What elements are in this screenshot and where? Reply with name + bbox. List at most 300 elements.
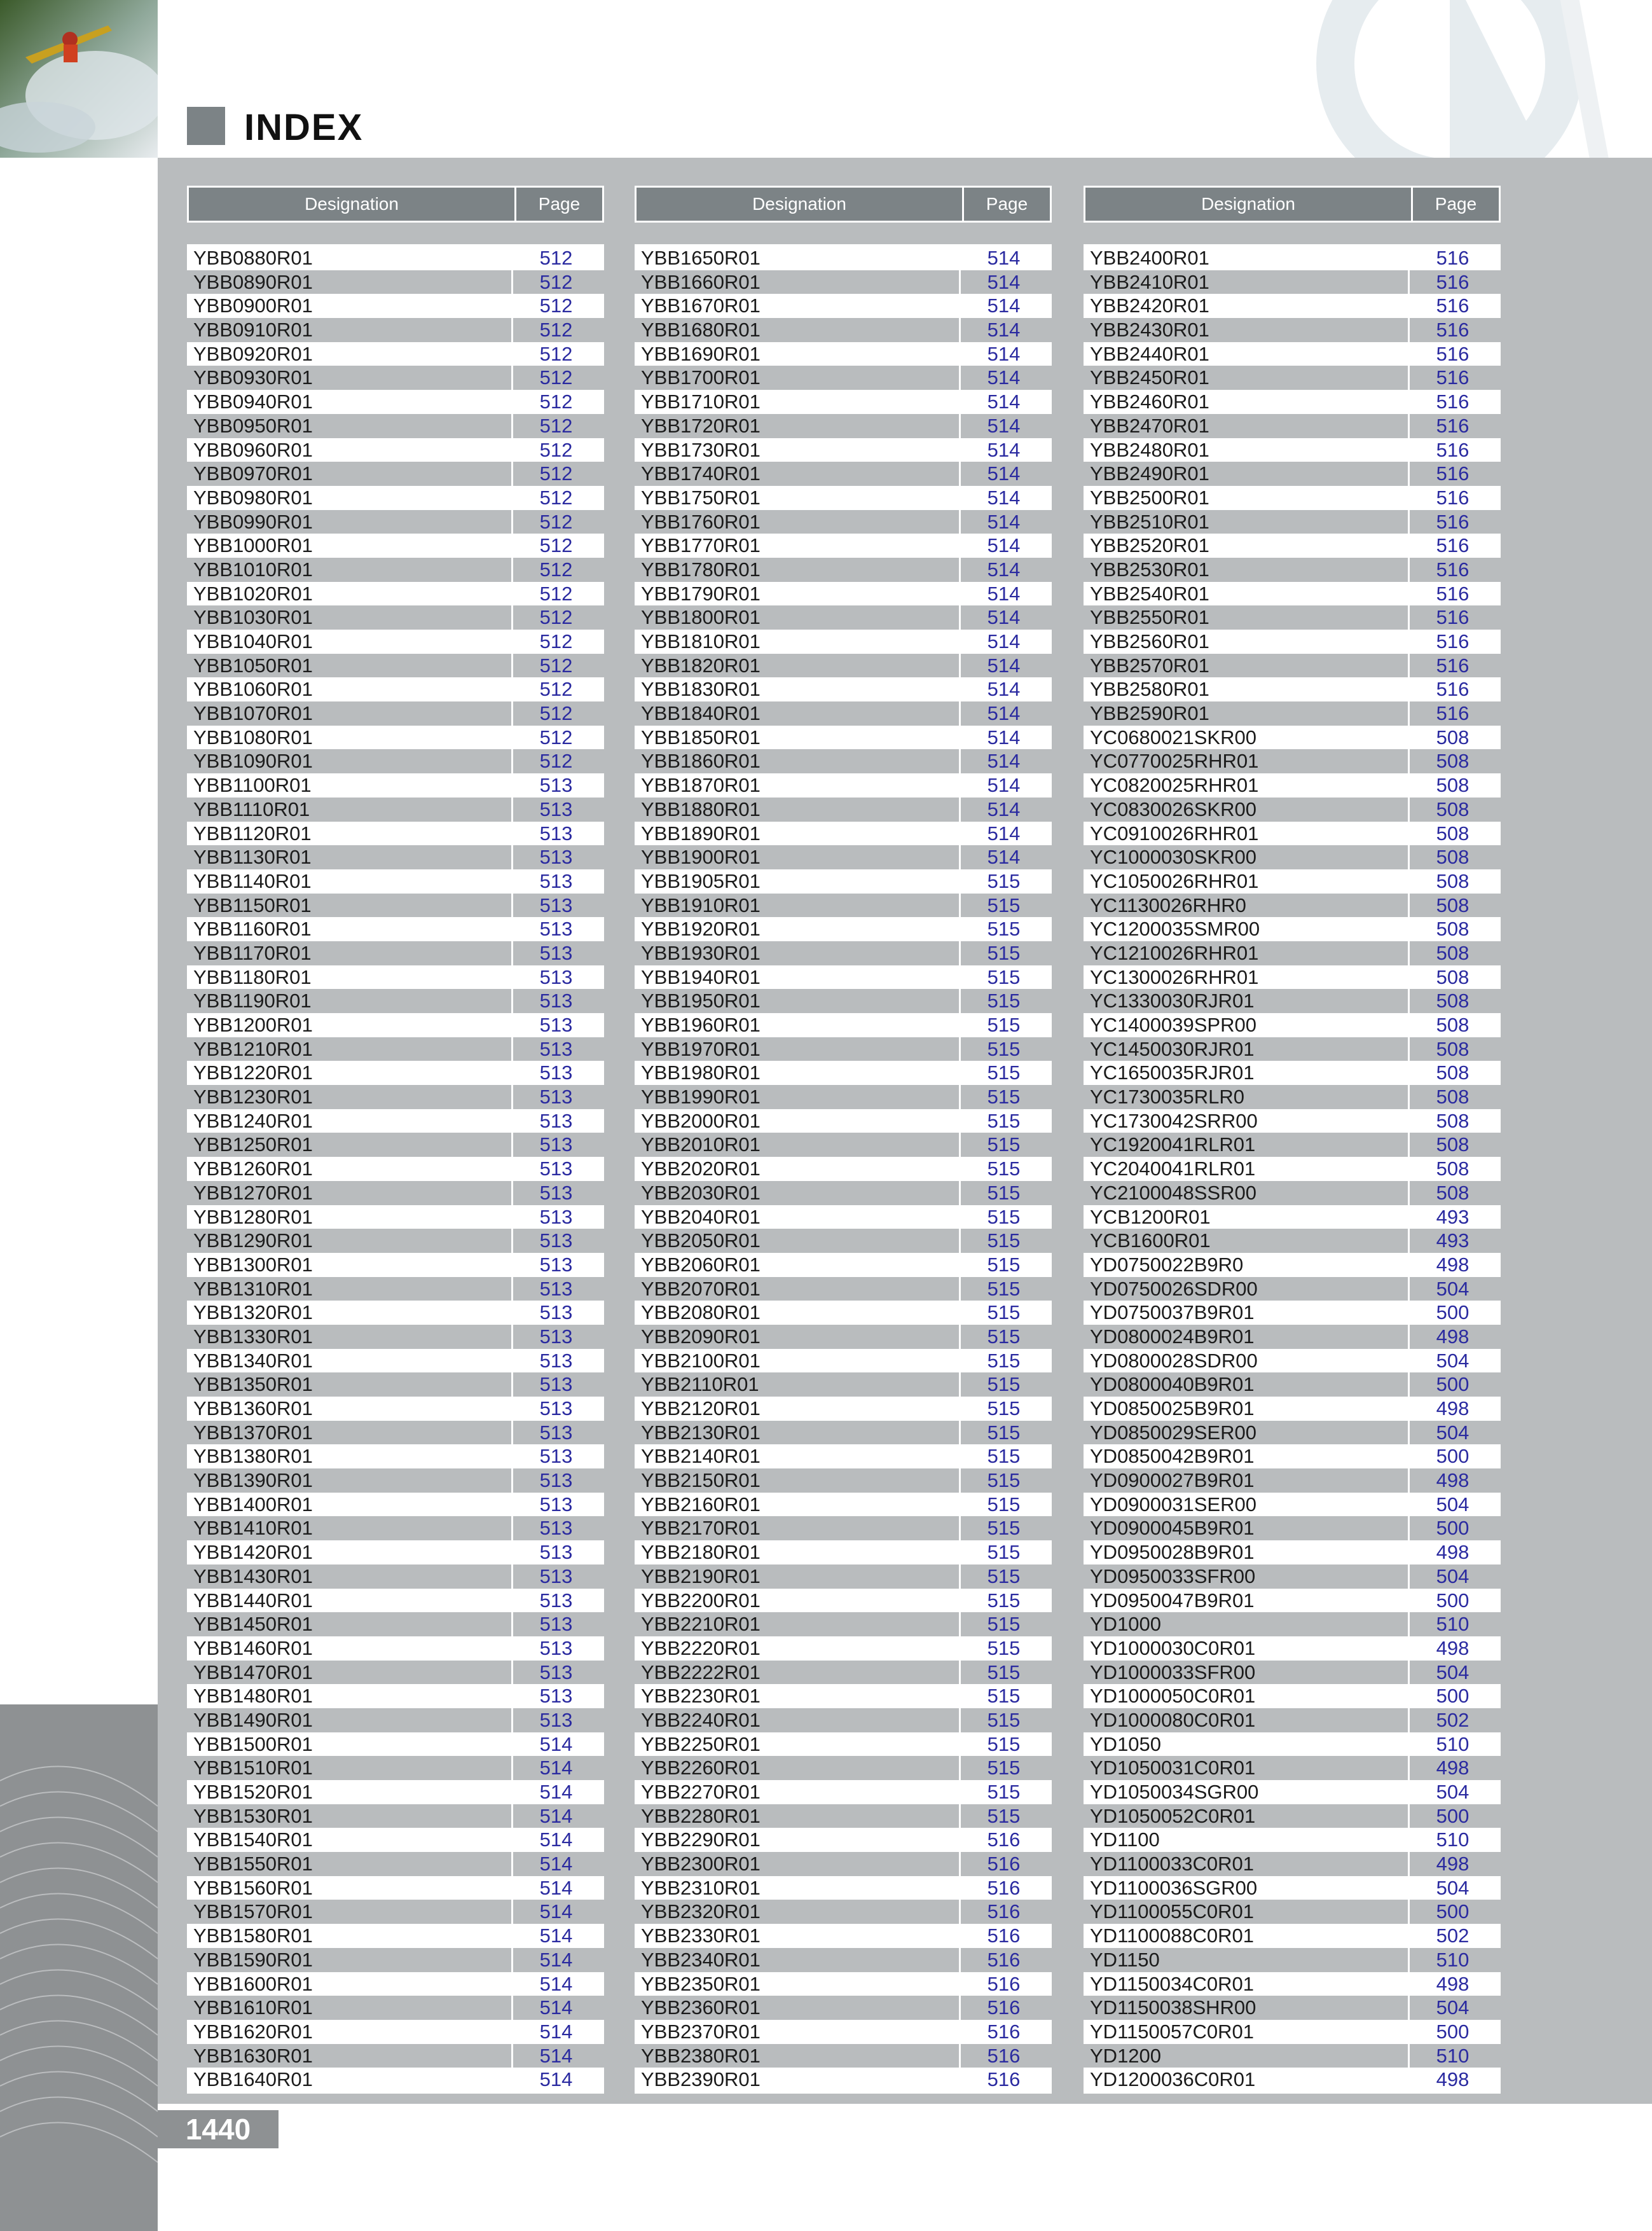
table-row	[187, 2068, 604, 2092]
designation-cell: YBB1240R01	[193, 1109, 313, 1132]
table-row	[1084, 1109, 1501, 1133]
table-row	[187, 2044, 604, 2068]
page-title: INDEX	[244, 107, 364, 148]
table-row	[187, 941, 604, 965]
designation-cell: YBB1150R01	[187, 894, 513, 918]
page-cell: 515	[987, 1421, 1021, 1444]
designation-cell: YBB1940R01	[641, 965, 761, 988]
page-cell: 512	[539, 462, 573, 485]
designation-cell: YBB0880R01	[193, 247, 313, 269]
designation-header: Designation	[637, 188, 964, 221]
designation-cell: YBB1670R01	[641, 294, 761, 317]
table-row	[187, 582, 604, 606]
page-cell: 513	[539, 1086, 573, 1109]
page-cell: 516	[1436, 534, 1470, 557]
designation-header: Designation	[189, 188, 516, 221]
page-cell: 514	[987, 726, 1021, 749]
table-row	[635, 654, 1052, 678]
table-row	[1084, 270, 1501, 294]
page-cell: 512	[539, 750, 573, 773]
page-cell: 515	[987, 1804, 1021, 1827]
designation-cell: YBB2160R01	[641, 1493, 761, 1516]
table-row	[1084, 822, 1501, 846]
table-row	[635, 1277, 1052, 1301]
table-row	[1084, 1732, 1501, 1757]
table-row	[1084, 1372, 1501, 1397]
table-row	[187, 1732, 604, 1757]
page-cell: 515	[987, 1541, 1021, 1564]
designation-cell: YBB2560R01	[1090, 630, 1209, 653]
page-cell: 513	[539, 1421, 573, 1444]
table-row	[187, 510, 604, 534]
table-row	[635, 318, 1052, 342]
page-cell: 510	[1436, 2044, 1470, 2067]
table-row	[1084, 1540, 1501, 1564]
designation-cell: YC2040041RLR01	[1090, 1157, 1256, 1180]
page-cell: 515	[987, 1564, 1021, 1587]
page-cell: 514	[539, 2020, 573, 2043]
page-cell: 516	[1436, 366, 1470, 389]
designation-cell: YD0950033SFR00	[1084, 1564, 1410, 1589]
page-header: Page	[986, 194, 1028, 214]
page-cell: 516	[987, 2020, 1021, 2043]
designation-cell: YBB1250R01	[187, 1133, 513, 1157]
table-row	[1084, 1564, 1501, 1589]
page-cell: 513	[539, 1325, 573, 1348]
table-row	[635, 486, 1052, 510]
designation-cell: YD1000080C0R01	[1084, 1708, 1410, 1732]
designation-cell: YBB1800R01	[635, 605, 961, 630]
designation-cell: YBB1210R01	[187, 1037, 513, 1061]
designation-cell: YD1150	[1084, 1948, 1410, 1972]
page-cell: 512	[539, 678, 573, 701]
page-cell: 508	[1436, 1109, 1470, 1132]
table-row	[1084, 1852, 1501, 1876]
designation-cell: YBB1050R01	[187, 654, 513, 678]
designation-cell: YBB1980R01	[641, 1061, 761, 1084]
designation-cell: YBB1310R01	[187, 1277, 513, 1301]
designation-cell: YBB1510R01	[187, 1756, 513, 1780]
index-column-1	[187, 244, 604, 2094]
designation-cell: YBB2310R01	[641, 1876, 761, 1899]
table-row	[187, 1133, 604, 1157]
table-row	[635, 1732, 1052, 1757]
page-cell: 516	[1436, 630, 1470, 653]
designation-cell: YD1100033C0R01	[1084, 1852, 1410, 1876]
designation-cell: YBB2270R01	[641, 1781, 761, 1803]
page-cell: 513	[539, 1157, 573, 1180]
designation-cell: YBB2380R01	[635, 2044, 961, 2068]
designation-cell: YD0850025B9R01	[1090, 1397, 1255, 1419]
page-cell: 514	[539, 1757, 573, 1779]
designation-cell: YBB1200R01	[193, 1014, 313, 1036]
table-row	[1084, 1085, 1501, 1109]
designation-cell: YD1050	[1090, 1732, 1162, 1755]
designation-cell: YBB1100R01	[193, 774, 312, 797]
table-row	[1084, 1468, 1501, 1493]
page-cell: 516	[987, 1876, 1021, 1899]
designation-cell: YCB1200R01	[1090, 1205, 1211, 1228]
designation-cell: YBB1020R01	[193, 582, 313, 605]
table-row	[1084, 2068, 1501, 2092]
designation-cell: YBB1690R01	[641, 342, 761, 365]
designation-cell: YBB1550R01	[187, 1852, 513, 1876]
designation-cell: YBB1850R01	[641, 726, 761, 749]
designation-cell: YBB1870R01	[641, 774, 761, 797]
page-cell: 515	[987, 1037, 1021, 1060]
designation-cell: YD1150034C0R01	[1090, 1972, 1254, 1995]
table-row	[635, 1205, 1052, 1229]
page-cell: 515	[987, 1133, 1021, 1156]
table-row	[187, 2020, 604, 2044]
table-row	[635, 294, 1052, 318]
designation-cell: YBB1350R01	[187, 1372, 513, 1397]
table-row	[1084, 534, 1501, 558]
designation-cell: YD0750037B9R01	[1090, 1301, 1255, 1324]
table-row	[187, 1756, 604, 1780]
page-cell: 498	[1436, 1397, 1470, 1419]
designation-cell: YBB1900R01	[635, 845, 961, 869]
designation-cell: YBB0910R01	[187, 318, 513, 342]
page-cell: 513	[539, 1277, 573, 1300]
designation-cell: YBB2070R01	[635, 1277, 961, 1301]
designation-cell: YD1000050C0R01	[1090, 1685, 1256, 1708]
page-cell: 512	[539, 342, 573, 365]
table-row	[1084, 1924, 1501, 1948]
designation-cell: YBB2140R01	[641, 1445, 761, 1468]
page-cell: 513	[539, 774, 573, 797]
table-row	[1084, 1589, 1501, 1613]
page-cell: 513	[539, 798, 573, 820]
table-row	[187, 558, 604, 582]
page-cell: 515	[987, 918, 1021, 941]
table-row	[187, 1828, 604, 1852]
page-cell: 513	[539, 822, 573, 845]
table-row	[635, 1301, 1052, 1325]
table-row	[1084, 366, 1501, 390]
designation-cell: YBB2040R01	[641, 1205, 761, 1228]
designation-cell: YBB1640R01	[193, 2068, 313, 2091]
page-header: Page	[538, 194, 581, 214]
page-cell: 508	[1436, 894, 1470, 916]
page-cell: 498	[1436, 1253, 1470, 1276]
designation-cell: YC1730042SRR00	[1090, 1109, 1258, 1132]
designation-cell: YD0900027B9R01	[1084, 1468, 1410, 1493]
page-cell: 514	[539, 1853, 573, 1875]
designation-cell: YBB2360R01	[635, 1996, 961, 2020]
table-row	[187, 989, 604, 1013]
page-cell: 514	[987, 462, 1021, 485]
table-row	[187, 342, 604, 366]
designation-cell: YD0800040B9R01	[1084, 1372, 1410, 1397]
designation-cell: YBB2340R01	[635, 1948, 961, 1972]
table-row	[635, 798, 1052, 822]
table-row	[187, 773, 604, 798]
table-row	[187, 1661, 604, 1685]
designation-cell: YBB2120R01	[641, 1397, 761, 1419]
table-row	[187, 605, 604, 630]
designation-cell: YBB2480R01	[1090, 438, 1209, 461]
page-cell: 513	[539, 1229, 573, 1252]
designation-cell: YBB1320R01	[193, 1301, 313, 1324]
designation-cell: YBB1120R01	[193, 822, 312, 845]
page-cell: 515	[987, 1757, 1021, 1779]
designation-cell: YC1130026RHR0	[1084, 894, 1410, 918]
designation-cell: YBB1905R01	[641, 869, 761, 892]
designation-cell: YBB1780R01	[635, 558, 961, 582]
designation-cell: YC1300026RHR01	[1090, 965, 1259, 988]
page-cell: 515	[987, 1397, 1021, 1419]
page-cell: 516	[987, 1996, 1021, 2019]
table-row	[635, 1061, 1052, 1085]
page-cell: 498	[1436, 1972, 1470, 1995]
designation-cell: YBB2260R01	[635, 1756, 961, 1780]
page-cell: 498	[1436, 1541, 1470, 1564]
table-row	[187, 462, 604, 486]
table-row	[1084, 845, 1501, 869]
page-cell: 514	[987, 342, 1021, 365]
designation-cell: YBB2000R01	[641, 1109, 761, 1132]
table-row	[1084, 2044, 1501, 2068]
designation-cell: YBB2090R01	[635, 1325, 961, 1349]
table-row	[1084, 486, 1501, 510]
table-row	[187, 270, 604, 294]
page-cell: 516	[1436, 270, 1470, 293]
designation-cell: YBB2230R01	[641, 1685, 761, 1708]
designation-cell: YD1050052C0R01	[1084, 1804, 1410, 1828]
page-cell: 513	[539, 869, 573, 892]
designation-cell: YBB1530R01	[187, 1804, 513, 1828]
table-row	[187, 414, 604, 438]
table-row	[187, 798, 604, 822]
designation-cell: YD0850029SER00	[1084, 1421, 1410, 1445]
table-row	[1084, 1133, 1501, 1157]
page-cell: 513	[539, 894, 573, 916]
table-row	[187, 822, 604, 846]
table-row	[635, 246, 1052, 270]
table-row	[1084, 2020, 1501, 2044]
page-cell: 515	[987, 1205, 1021, 1228]
table-row	[187, 1924, 604, 1948]
designation-cell: YBB2550R01	[1084, 605, 1410, 630]
table-row	[635, 1589, 1052, 1613]
designation-cell: YBB1750R01	[641, 486, 761, 509]
page-cell: 515	[987, 1636, 1021, 1659]
page-cell: 514	[987, 247, 1021, 269]
table-row	[635, 1516, 1052, 1540]
table-row	[1084, 894, 1501, 918]
table-row	[1084, 1013, 1501, 1037]
page-cell: 516	[1436, 558, 1470, 581]
page-cell: 510	[1436, 1732, 1470, 1755]
page-cell: 515	[987, 1685, 1021, 1708]
page-cell: 514	[987, 294, 1021, 317]
designation-cell: YBB1860R01	[635, 749, 961, 773]
designation-cell: YBB1500R01	[193, 1732, 313, 1755]
page-cell: 516	[1436, 654, 1470, 677]
designation-cell: YBB1970R01	[635, 1037, 961, 1061]
table-row	[1084, 677, 1501, 701]
page-cell: 515	[987, 1061, 1021, 1084]
table-row	[187, 1972, 604, 1996]
table-row	[1084, 342, 1501, 366]
page-cell: 514	[539, 1732, 573, 1755]
designation-cell: YD1150038SHR00	[1084, 1996, 1410, 2020]
table-row	[1084, 1325, 1501, 1349]
designation-cell: YBB2240R01	[635, 1708, 961, 1732]
page-cell: 514	[987, 606, 1021, 629]
table-row	[635, 1037, 1052, 1061]
page-cell: 514	[539, 1804, 573, 1827]
page-cell: 516	[1436, 678, 1470, 701]
page-cell: 515	[987, 1517, 1021, 1540]
table-row	[635, 941, 1052, 965]
designation-cell: YBB1460R01	[193, 1636, 313, 1659]
page-cell: 500	[1436, 1301, 1470, 1324]
table-row	[1084, 654, 1501, 678]
designation-cell: YD0800024B9R01	[1084, 1325, 1410, 1349]
designation-cell: YBB1060R01	[193, 678, 313, 701]
page-cell: 508	[1436, 869, 1470, 892]
table-row	[1084, 1684, 1501, 1708]
page-cell: 513	[539, 846, 573, 869]
decorative-circle	[1291, 0, 1652, 159]
table-row	[187, 1181, 604, 1205]
designation-cell: YBB1170R01	[187, 941, 513, 965]
page-cell: 516	[1436, 462, 1470, 485]
page-cell: 500	[1436, 1685, 1470, 1708]
page-cell: 504	[1436, 1996, 1470, 2019]
page-cell: 516	[1436, 294, 1470, 317]
table-row	[635, 965, 1052, 990]
table-row	[1084, 1444, 1501, 1468]
page-cell: 514	[987, 798, 1021, 820]
designation-cell: YD0750022B9R0	[1090, 1253, 1244, 1276]
designation-cell: YD1100036SGR00	[1090, 1876, 1258, 1899]
designation-cell: YBB1630R01	[187, 2044, 513, 2068]
table-row	[187, 726, 604, 750]
page-cell: 512	[539, 270, 573, 293]
table-row	[187, 1037, 604, 1061]
designation-cell: YBB1390R01	[187, 1468, 513, 1493]
table-row	[635, 366, 1052, 390]
page-cell: 515	[987, 1253, 1021, 1276]
page-cell: 513	[539, 1613, 573, 1636]
designation-cell: YBB2370R01	[641, 2020, 761, 2043]
page-cell: 500	[1436, 1804, 1470, 1827]
designation-cell: YBB2490R01	[1084, 462, 1410, 486]
page-cell: 500	[1436, 1900, 1470, 1923]
page-cell: 513	[539, 1253, 573, 1276]
page-cell: 514	[539, 1876, 573, 1899]
designation-cell: YBB0980R01	[193, 486, 313, 509]
table-row	[1084, 1948, 1501, 1972]
page-cell: 508	[1436, 1061, 1470, 1084]
page-cell: 512	[539, 486, 573, 509]
designation-cell: YC1330030RJR01	[1084, 989, 1410, 1013]
designation-cell: YBB2210R01	[635, 1612, 961, 1636]
page-cell: 514	[987, 486, 1021, 509]
table-row	[187, 1349, 604, 1373]
table-row	[187, 1636, 604, 1661]
page-cell: 510	[1436, 1828, 1470, 1851]
table-row	[635, 1684, 1052, 1708]
designation-cell: YBB1890R01	[641, 822, 761, 845]
designation-cell: YBB1770R01	[641, 534, 761, 557]
page-cell: 515	[987, 1109, 1021, 1132]
table-row	[1084, 917, 1501, 941]
table-row	[635, 1972, 1052, 1996]
designation-cell: YD0950047B9R01	[1090, 1589, 1255, 1612]
table-row	[187, 701, 604, 726]
designation-cell: YC1400039SPR00	[1090, 1014, 1256, 1036]
page-number: 1440	[185, 2113, 251, 2146]
designation-cell: YBB1160R01	[193, 918, 312, 941]
page-cell: 498	[1436, 1757, 1470, 1779]
table-row	[635, 2044, 1052, 2068]
table-row	[1084, 773, 1501, 798]
designation-cell: YBB2150R01	[635, 1468, 961, 1493]
page-cell: 502	[1436, 1924, 1470, 1947]
table-row	[635, 1013, 1052, 1037]
table-row	[187, 1325, 604, 1349]
page-cell: 498	[1436, 1636, 1470, 1659]
page-cell: 516	[1436, 414, 1470, 437]
designation-cell: YBB0900R01	[193, 294, 313, 317]
table-row	[635, 1564, 1052, 1589]
table-row	[635, 1468, 1052, 1493]
designation-cell: YBB2390R01	[641, 2068, 761, 2091]
designation-cell: YC1000030SKR00	[1084, 845, 1410, 869]
page-cell: 512	[539, 510, 573, 533]
designation-cell: YD0900031SER00	[1090, 1493, 1256, 1516]
page-cell: 515	[987, 1708, 1021, 1731]
page-cell: 516	[987, 1853, 1021, 1875]
table-row	[635, 1349, 1052, 1373]
page-cell: 508	[1436, 822, 1470, 845]
page-cell: 508	[1436, 1181, 1470, 1204]
page-cell: 500	[1436, 1445, 1470, 1468]
page-cell: 512	[539, 654, 573, 677]
page-cell: 504	[1436, 1421, 1470, 1444]
designation-cell: YC0910026RHR01	[1090, 822, 1259, 845]
table-row	[187, 246, 604, 270]
page-cell: 500	[1436, 1589, 1470, 1612]
designation-cell: YBB2110R01	[635, 1372, 961, 1397]
designation-cell: YBB2170R01	[635, 1516, 961, 1540]
designation-cell: YBB1660R01	[635, 270, 961, 294]
designation-cell: YBB0960R01	[193, 438, 313, 461]
table-row	[187, 1061, 604, 1085]
table-row	[187, 1253, 604, 1277]
page-cell: 513	[539, 1373, 573, 1396]
page-header: Page	[1435, 194, 1477, 214]
table-row	[187, 1804, 604, 1828]
table-row	[187, 1564, 604, 1589]
table-row	[635, 1444, 1052, 1468]
table-row	[1084, 462, 1501, 486]
page-cell: 513	[539, 1061, 573, 1084]
page-cell: 508	[1436, 774, 1470, 797]
wave-pattern	[0, 1704, 158, 2231]
designation-cell: YC1920041RLR01	[1084, 1133, 1410, 1157]
designation-cell: YBB1880R01	[635, 798, 961, 822]
designation-cell: YBB2530R01	[1084, 558, 1410, 582]
table-row	[635, 1636, 1052, 1661]
page-cell: 515	[987, 1014, 1021, 1036]
page-cell: 513	[539, 1397, 573, 1419]
page-cell: 514	[987, 846, 1021, 869]
